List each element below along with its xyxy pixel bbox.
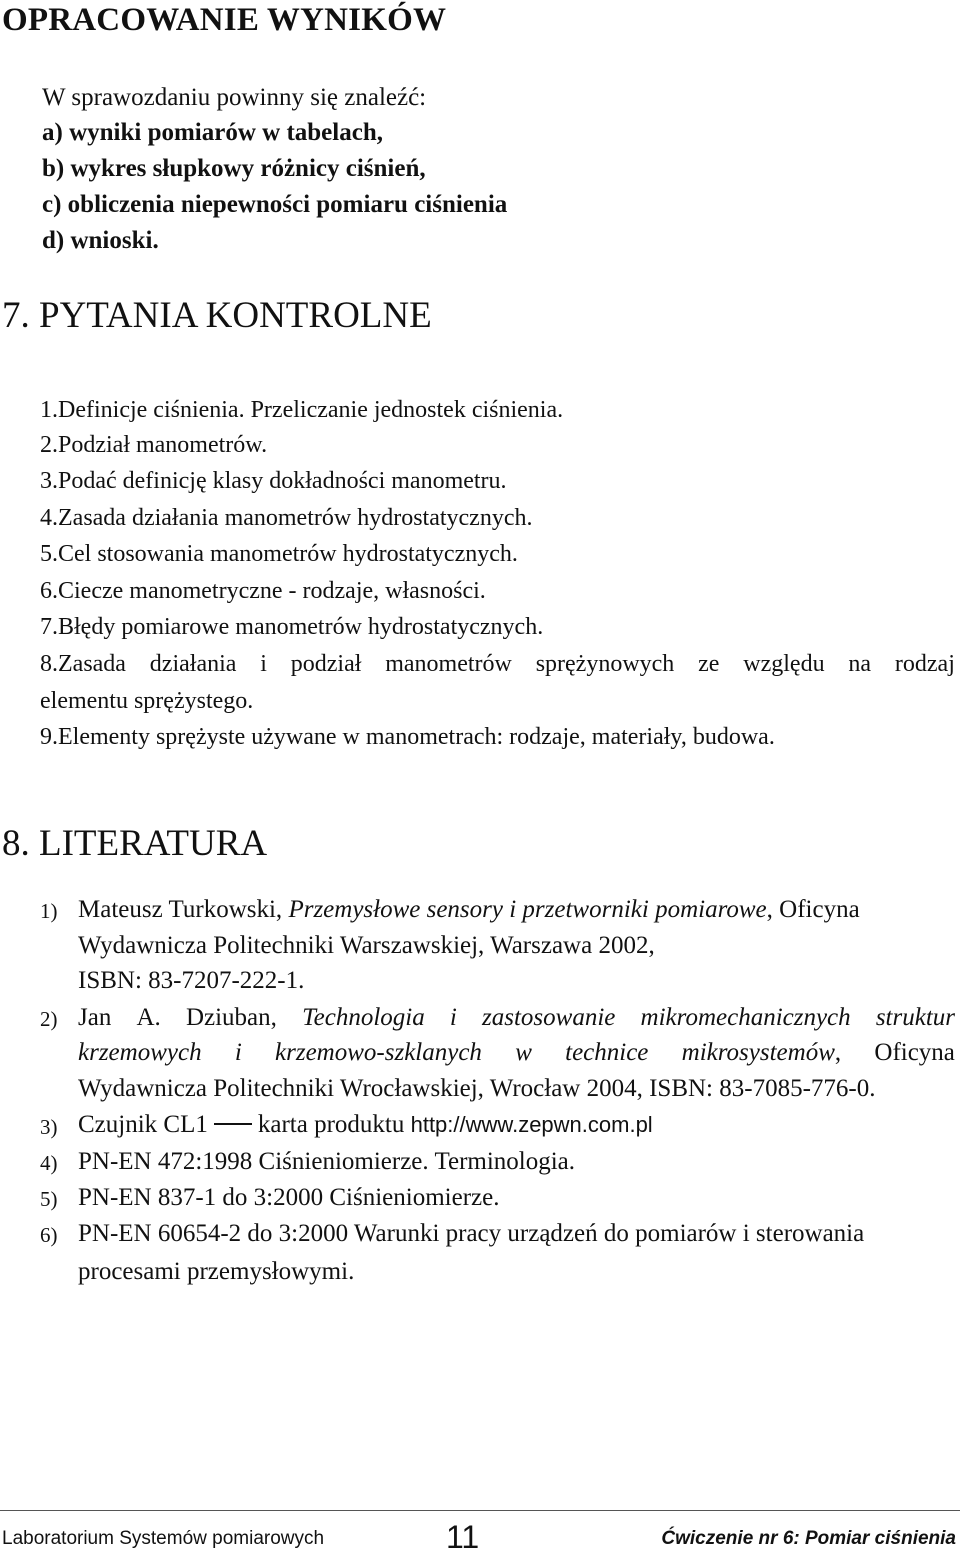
intro-item: b) wykres słupkowy różnicy ciśnień,: [42, 155, 426, 182]
reference-number: 6): [40, 1223, 58, 1247]
reference-url[interactable]: http://www.zepwn.com.pl: [410, 1112, 653, 1137]
question-item: 3.Podać definicję klasy dokładności manometru.: [40, 468, 507, 494]
reference-number: 3): [40, 1115, 58, 1139]
question-item: 2.Podział manometrów.: [40, 432, 268, 458]
question-word: względu: [743, 651, 825, 677]
reference-word: krzemowo-szklanych: [275, 1039, 482, 1066]
reference-word: mikromechanicznych: [640, 1004, 851, 1031]
page-heading: OPRACOWANIE WYNIKÓW: [2, 2, 447, 38]
reference-word: mikrosystemów,: [681, 1039, 842, 1066]
reference-item: PN-EN 60654-2 do 3:2000 Warunki pracy urządzeń do pomiarów i sterowania: [78, 1220, 865, 1247]
reference-number: 5): [40, 1187, 58, 1211]
dash-separator: [214, 1123, 252, 1125]
question-word: sprężynowych: [535, 651, 675, 677]
question-item: 1.Definicje ciśnienia. Przeliczanie jednostek ciśnienia.: [40, 397, 564, 423]
footer-rule: [0, 1510, 960, 1511]
section-8-title: 8. LITERATURA: [2, 823, 268, 864]
reference-word: ,: [834, 1039, 842, 1066]
reference-word: Technologia: [302, 1004, 425, 1031]
question-word: na: [848, 651, 872, 677]
reference-item-line: Wydawnicza Politechniki Wrocławskiej, Wrocław 2004, ISBN: 83-7085-776-0.: [78, 1075, 876, 1102]
intro-item: d) wnioski.: [42, 227, 159, 254]
question-item: [40, 651, 955, 678]
reference-word: Jan: [78, 1004, 112, 1031]
reference-number: 4): [40, 1151, 58, 1175]
section-7-title: 7. PYTANIA KONTROLNE: [2, 295, 432, 336]
reference-word: technice: [565, 1039, 649, 1066]
question-item: 4.Zasada działania manometrów hydrostatycznych.: [40, 505, 533, 531]
reference-item-line: procesami przemysłowymi.: [78, 1258, 355, 1285]
reference-item: Czujnik CL1 karta produktu http://www.zepwn.com.pl: [78, 1111, 653, 1138]
reference-word: A.: [136, 1004, 161, 1031]
question-word: ze: [698, 651, 720, 677]
reference-word: i: [234, 1039, 242, 1066]
reference-word: zastosowanie: [482, 1004, 616, 1031]
question-item: 5.Cel stosowania manometrów hydrostatycznych.: [40, 541, 518, 567]
question-word: podział: [290, 651, 362, 677]
reference-item: PN-EN 472:1998 Ciśnieniomierze. Terminologia.: [78, 1148, 576, 1175]
reference-word: Dziuban,: [185, 1004, 277, 1031]
question-item: 9.Elementy sprężyste używane w manometrach: rodzaje, materiały, budowa.: [40, 724, 775, 750]
question-word: i: [260, 651, 267, 677]
reference-word: struktur: [875, 1004, 955, 1031]
intro-item: a) wyniki pomiarów w tabelach,: [42, 119, 383, 146]
reference-item-line: ISBN: 83-7207-222-1.: [78, 967, 305, 994]
reference-word: w: [515, 1039, 532, 1066]
reference-word: i: [449, 1004, 457, 1031]
reference-item-line: Wydawnicza Politechniki Warszawskiej, Warszawa 2002,: [78, 932, 655, 959]
reference-item: [78, 1004, 955, 1032]
question-word: działania: [149, 651, 237, 677]
reference-item-line: [78, 1039, 955, 1067]
reference-word: krzemowych: [78, 1039, 202, 1066]
question-word: manometrów: [385, 651, 512, 677]
reference-number: 2): [40, 1007, 58, 1031]
question-word: 8.Zasada: [40, 651, 126, 677]
question-item: 7.Błędy pomiarowe manometrów hydrostatycznych.: [40, 614, 544, 640]
page-number: 11: [446, 1519, 480, 1555]
reference-item: PN-EN 837-1 do 3:2000 Ciśnieniomierze.: [78, 1184, 500, 1211]
intro-lead: W sprawozdaniu powinny się znaleźć:: [42, 84, 427, 111]
reference-item: Mateusz Turkowski, Przemysłowe sensory i przetworniki pomiarowe, Oficyna: [78, 896, 860, 923]
question-word: rodzaj: [894, 651, 955, 677]
reference-word: Oficyna: [874, 1039, 955, 1066]
question-item-continuation: elementu sprężystego.: [40, 688, 254, 714]
reference-number: 1): [40, 899, 58, 923]
footer-left: Laboratorium Systemów pomiarowych: [2, 1528, 325, 1549]
footer-right: Ćwiczenie nr 6: Pomiar ciśnienia: [661, 1528, 956, 1549]
intro-item: c) obliczenia niepewności pomiaru ciśnienia: [42, 191, 508, 218]
question-item: 6.Ciecze manometryczne - rodzaje, własności.: [40, 578, 486, 604]
